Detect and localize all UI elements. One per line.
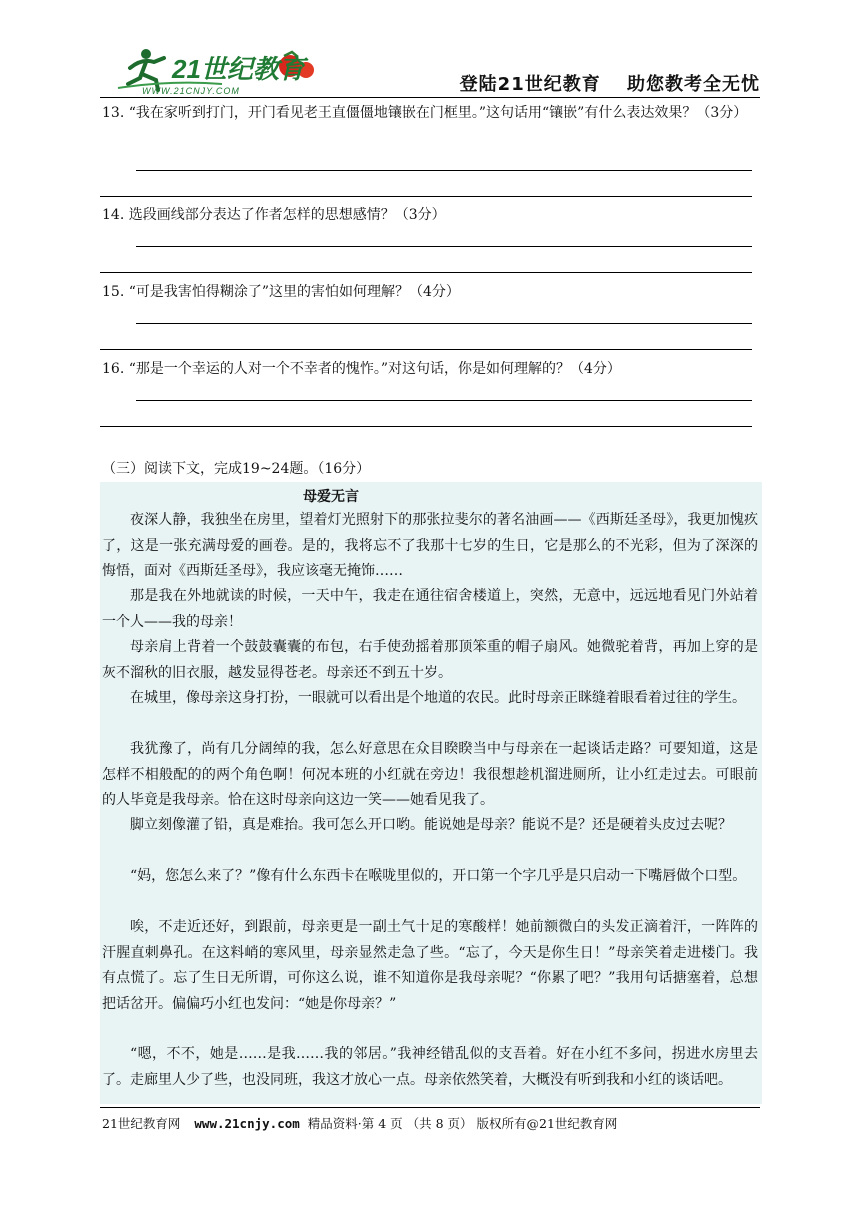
answer-line <box>100 349 752 350</box>
page-header <box>100 44 760 99</box>
answer-line <box>136 400 752 401</box>
footer-url[interactable]: www.21cnjy.com <box>194 1116 300 1131</box>
logo-text: 21世纪教育 <box>172 54 305 84</box>
logo-url: WWW.21CNJY.COM <box>142 86 240 96</box>
footer-divider <box>100 1107 760 1108</box>
passage-title: 母爱无言 <box>303 489 359 505</box>
answer-line <box>136 246 752 247</box>
answer-line <box>136 323 752 324</box>
site-logo <box>112 44 322 96</box>
footer-site: 21世纪教育网 <box>102 1116 181 1131</box>
page-footer <box>102 1114 617 1132</box>
header-slogan: 登陆21世纪教育 助您教考全无忧 <box>459 74 760 95</box>
answer-line <box>136 170 752 171</box>
question-15: 15. “可是我害怕得糊涂了”这里的害怕如何理解？（4分） <box>102 284 460 300</box>
passage-paragraph: 母亲肩上背着一个鼓鼓囊囊的布包，右手使劲摇着那顶笨重的帽子扇风。她微驼着背，再加上穿的是灰不溜秋的旧衣服，越发显得苍老。母亲还不到五十岁。 <box>102 639 758 681</box>
passage-paragraph: 夜深人静，我独坐在房里，望着灯光照射下的那张拉斐尔的著名油画——《西斯廷圣母》，我更加愧疚了，这是一张充满母爱的画卷。是的，我将忘不了我那十七岁的生日，它是那么的不光彩，但为了深深的悔悟，面对《西斯廷圣母》，我应该毫无掩饰…… <box>102 512 758 579</box>
passage-paragraph: 我犹豫了，尚有几分阔绰的我，怎么好意思在众目睽睽当中与母亲在一起谈话走路？可要知道，这是怎样不相般配的的两个角色啊！何况本班的小红就在旁边！我很想趁机溜进厕所，让小红走过去。可眼前的人毕竟是我母亲。恰在这时母亲向这边一笑——她看见我了。 <box>102 741 758 808</box>
section-instruction: （三）阅读下文，完成19~24题。（16分） <box>102 461 371 477</box>
passage-paragraph: 在城里，像母亲这身打扮，一眼就可以看出是个地道的农民。此时母亲正眯缝着眼看着过往的学生。 <box>130 690 746 706</box>
answer-line <box>100 272 752 273</box>
passage-paragraph: 唉，不走近还好，到跟前，母亲更是一副土气十足的寒酸样！她前额微白的头发正滴着汗，一阵阵的汗腥直刺鼻孔。在这料峭的寒风里，母亲显然走急了些。“忘了，今天是你生日！”母亲笑着走进楼门。我有点慌了。忘了生日无所谓，可你这么说，谁不知道你是我母亲呢？“你累了吧？”我用句话搪塞着，总想把话岔开。偏偏巧小红也发问：“她是你母亲？” <box>102 919 758 1012</box>
question-14: 14. 选段画线部分表达了作者怎样的思想感情？（3分） <box>102 207 446 223</box>
passage-paragraph: “嗯，不不，她是……是我……我的邻居。”我神经错乱似的支吾着。好在小红不多问，拐进水房里去了。走廊里人少了些，也没同班，我这才放心一点。母亲依然笑着，大概没有听到我和小红的谈话吧。 <box>102 1046 758 1088</box>
passage-paragraph: 那是我在外地就读的时候，一天中午，我走在通往宿舍楼道上，突然，无意中，远远地看见门外站着一个人——我的母亲！ <box>102 588 758 630</box>
answer-line <box>100 196 752 197</box>
passage-paragraph: 脚立刻像灌了铅，真是难抬。我可怎么开口哟。能说她是母亲？能说不是？还是硬着头皮过去呢？ <box>130 817 732 833</box>
footer-info: 精品资料·第 4 页 （共 8 页） 版权所有@21世纪教育网 <box>307 1116 618 1131</box>
question-13: 13. “我在家听到打门，开门看见老王直僵僵地镶嵌在门框里。”这句话用“镶嵌”有什么表达效果？（3分） <box>102 105 748 121</box>
header-divider <box>100 97 760 98</box>
question-16: 16. “那是一个幸运的人对一个不幸者的愧怍。”对这句话，你是如何理解的？（4分） <box>102 361 621 377</box>
passage-paragraph: “妈，您怎么来了？”像有什么东西卡在喉咙里似的，开口第一个字几乎是只启动一下嘴唇做个口型。 <box>130 868 747 884</box>
answer-line <box>100 426 752 427</box>
